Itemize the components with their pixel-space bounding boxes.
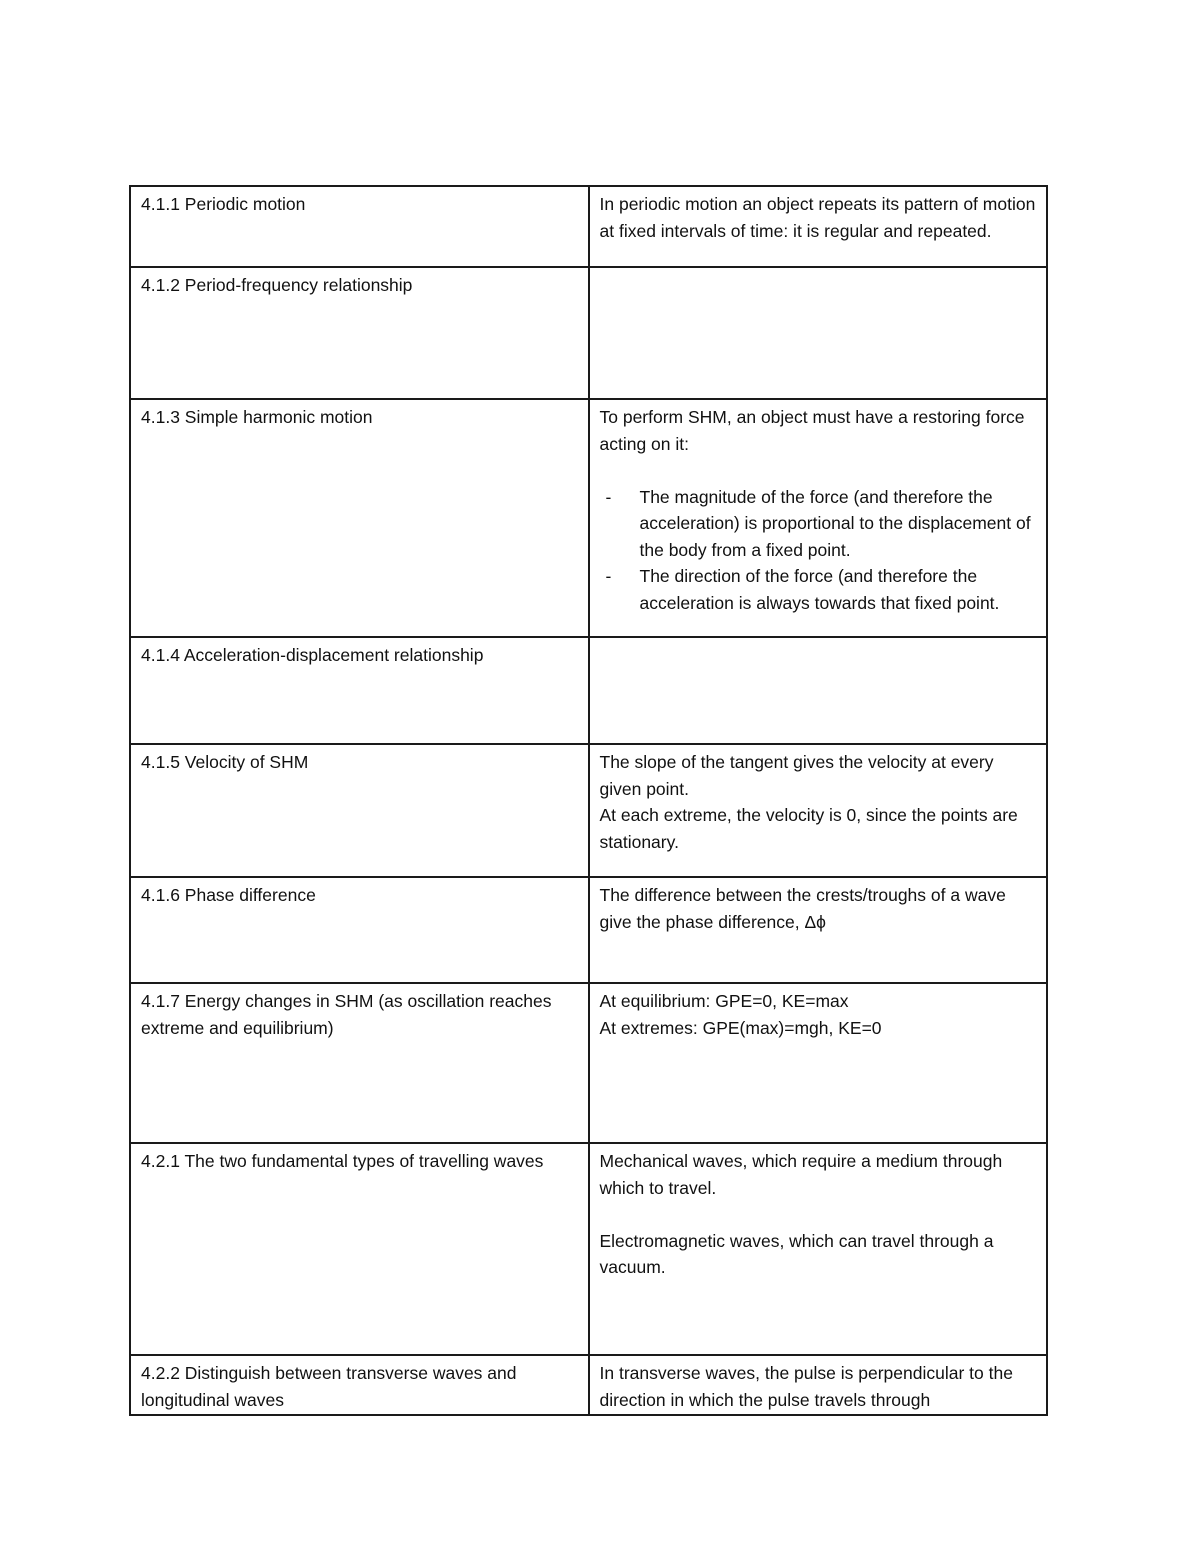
bullet-list: [600, 484, 1037, 617]
topic-text: 4.1.2 Period-frequency relationship: [141, 275, 413, 295]
topic-cell: [130, 983, 589, 1143]
definition-text: At equilibrium: GPE=0, KE=max: [599, 991, 849, 1011]
definition-text: The difference between the crests/troughs of a wave give the phase difference, Δϕ: [599, 885, 1006, 932]
bullet-marker: -: [605, 486, 612, 507]
topic-cell: [130, 399, 589, 637]
definition-cell: [589, 983, 1048, 1143]
topic-text: 4.2.2 Distinguish between transverse waves and longitudinal waves: [141, 1363, 517, 1410]
topic-text: 4.2.1 The two fundamental types of travelling waves: [141, 1151, 544, 1171]
topic-cell: [130, 1355, 589, 1415]
bullet-text: The direction of the force (and therefore the acceleration is always towards that fixed point.: [639, 566, 1000, 613]
bullet-text: The magnitude of the force (and therefore the acceleration) is proportional to the displacement of the body from a fixed point.: [639, 486, 1031, 560]
definition-text: Mechanical waves, which require a medium through which to travel.: [599, 1151, 1003, 1198]
cell-clip: [600, 1360, 1037, 1410]
cell-clip: [141, 1360, 578, 1410]
table-row: [130, 186, 1047, 267]
topic-cell: [130, 744, 589, 877]
topic-cell: [130, 1143, 589, 1355]
table-row: [130, 1355, 1047, 1415]
definition-text: At extremes: GPE(max)=mgh, KE=0: [599, 1017, 882, 1038]
topic-cell: [130, 186, 589, 267]
definition-cell: [589, 186, 1048, 267]
definition-cell: [589, 744, 1048, 877]
definition-text: At each extreme, the velocity is 0, since the points are stationary.: [599, 805, 1018, 852]
table-row: [130, 983, 1047, 1143]
topic-text: 4.1.7 Energy changes in SHM (as oscillation reaches extreme and equilibrium): [141, 991, 552, 1038]
definition-cell: [589, 1355, 1048, 1415]
topic-text: 4.1.5 Velocity of SHM: [141, 752, 309, 772]
topic-text: 4.1.4 Acceleration-displacement relationship: [141, 645, 484, 665]
table-row: [130, 637, 1047, 744]
definition-cell: [589, 1143, 1048, 1355]
definition-cell: [589, 637, 1048, 744]
spacer: [600, 1201, 1037, 1228]
definition-text: In transverse waves, the pulse is perpendicular to the direction in which the pulse travels through: [599, 1363, 1013, 1410]
definition-text: The slope of the tangent gives the velocity at every given point.: [599, 752, 994, 799]
topic-text: 4.1.3 Simple harmonic motion: [141, 407, 373, 427]
table-row: [130, 399, 1047, 637]
definition-text: To perform SHM, an object must have a restoring force acting on it:: [599, 407, 1025, 454]
topic-cell: [130, 267, 589, 399]
bullet-marker: -: [605, 566, 612, 586]
list-item: [600, 563, 1037, 616]
topic-cell: [130, 637, 589, 744]
physics-notes-table: [129, 185, 1048, 1416]
list-item: [600, 484, 1037, 564]
definition-text: In periodic motion an object repeats its pattern of motion at fixed intervals of time: it is regular and repeated.: [599, 194, 1036, 241]
spacer: [600, 457, 1037, 484]
table-row: [130, 877, 1047, 983]
table-row: [130, 1143, 1047, 1355]
topic-cell: [130, 877, 589, 983]
topic-text: 4.1.6 Phase difference: [141, 885, 316, 905]
table-row: [130, 267, 1047, 399]
definition-cell: [589, 399, 1048, 637]
definition-cell: [589, 877, 1048, 983]
topic-text: 4.1.1 Periodic motion: [141, 194, 306, 214]
table-row: [130, 744, 1047, 877]
definition-text: Electromagnetic waves, which can travel through a vacuum.: [599, 1230, 994, 1277]
definition-cell: [589, 267, 1048, 399]
